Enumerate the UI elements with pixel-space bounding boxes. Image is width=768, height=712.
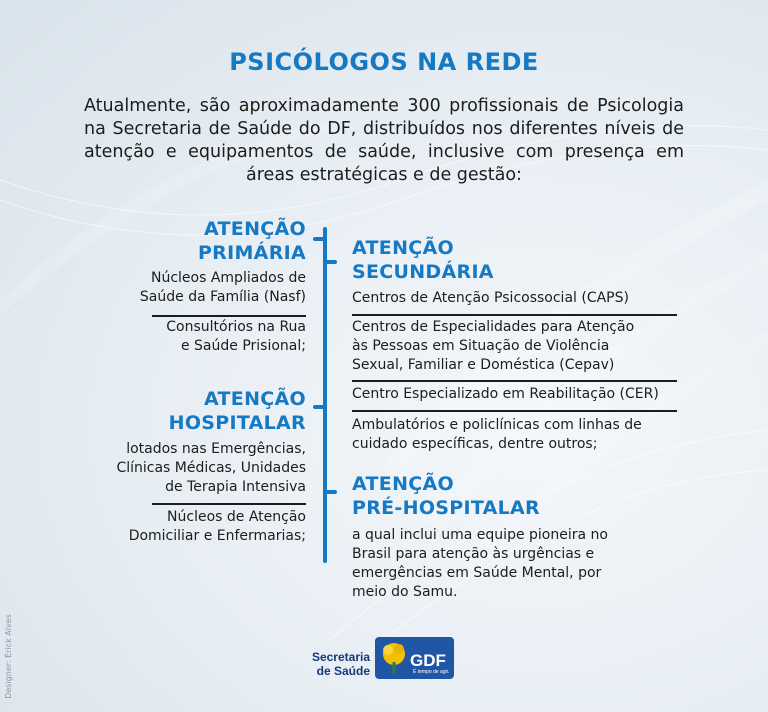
hospitalar-item-emergencias: lotados nas Emergências, Clínicas Médicas, Unidades de Terapia Intensiva [116, 441, 306, 495]
hospitalar-item-domiciliar: Núcleos de Atenção Domiciliar e Enfermarias; [128, 509, 306, 544]
divider-secundaria-1 [352, 314, 677, 316]
heading-atencao-hospitalar: ATENÇÃO HOSPITALAR [168, 388, 306, 434]
primaria-item-consultorios: Consultórios na Rua e Saúde Prisional; [166, 319, 306, 354]
gdf-wordmark: GDF [410, 651, 446, 670]
timeline-tick-secundaria [323, 260, 337, 264]
divider-secundaria-2 [352, 380, 677, 382]
divider-primaria [152, 315, 306, 317]
timeline-tick-primaria [313, 237, 327, 241]
prehospitalar-text: a qual inclui uma equipe pioneira no Brasil para atenção às urgências e emergências em Saúde Mental, por meio do Samu. [352, 527, 608, 600]
heading-atencao-prehospitalar: ATENÇÃO PRÉ-HOSPITALAR [352, 473, 540, 519]
secundaria-item-ambulatorios: Ambulatórios e policlínicas com linhas de cuidado específicas, dentre outros; [352, 417, 642, 452]
gdf-tagline: É tempo de agir. [413, 669, 450, 675]
secundaria-item-cepav: Centros de Especialidades para Atenção às Pessoas em Situação de Violência Sexual, Familiar e Doméstica (Cepav) [352, 319, 635, 373]
timeline-tick-prehospitalar [323, 490, 337, 494]
intro-paragraph: Atualmente, são aproximadamente 300 profissionais de Psicologia na Secretaria de Saúde do DF, distribuídos nos diferentes níveis de atenção e equipamentos de saúde, inclusive com presença em áreas estratégicas e de gestão: [84, 96, 684, 185]
timeline-tick-hospitalar [313, 405, 327, 409]
ipe-tree-icon [378, 640, 410, 676]
secundaria-item-cer: Centro Especializado em Reabilitação (CER) [352, 386, 659, 402]
timeline-spine [323, 227, 327, 563]
divider-hospitalar [152, 503, 306, 505]
page-title: PSICÓLOGOS NA REDE [229, 48, 539, 76]
heading-atencao-primaria: ATENÇÃO PRIMÁRIA [197, 218, 306, 264]
primaria-item-nasf: Núcleos Ampliados de Saúde da Família (Nasf) [139, 270, 306, 305]
divider-secundaria-3 [352, 410, 677, 412]
heading-atencao-secundaria: ATENÇÃO SECUNDÁRIA [352, 237, 494, 283]
secundaria-item-caps: Centros de Atenção Psicossocial (CAPS) [352, 290, 629, 306]
secretaria-saude-logo: Secretaria de Saúde [311, 650, 370, 678]
designer-credit: Designer: Érick Alves [3, 614, 13, 699]
